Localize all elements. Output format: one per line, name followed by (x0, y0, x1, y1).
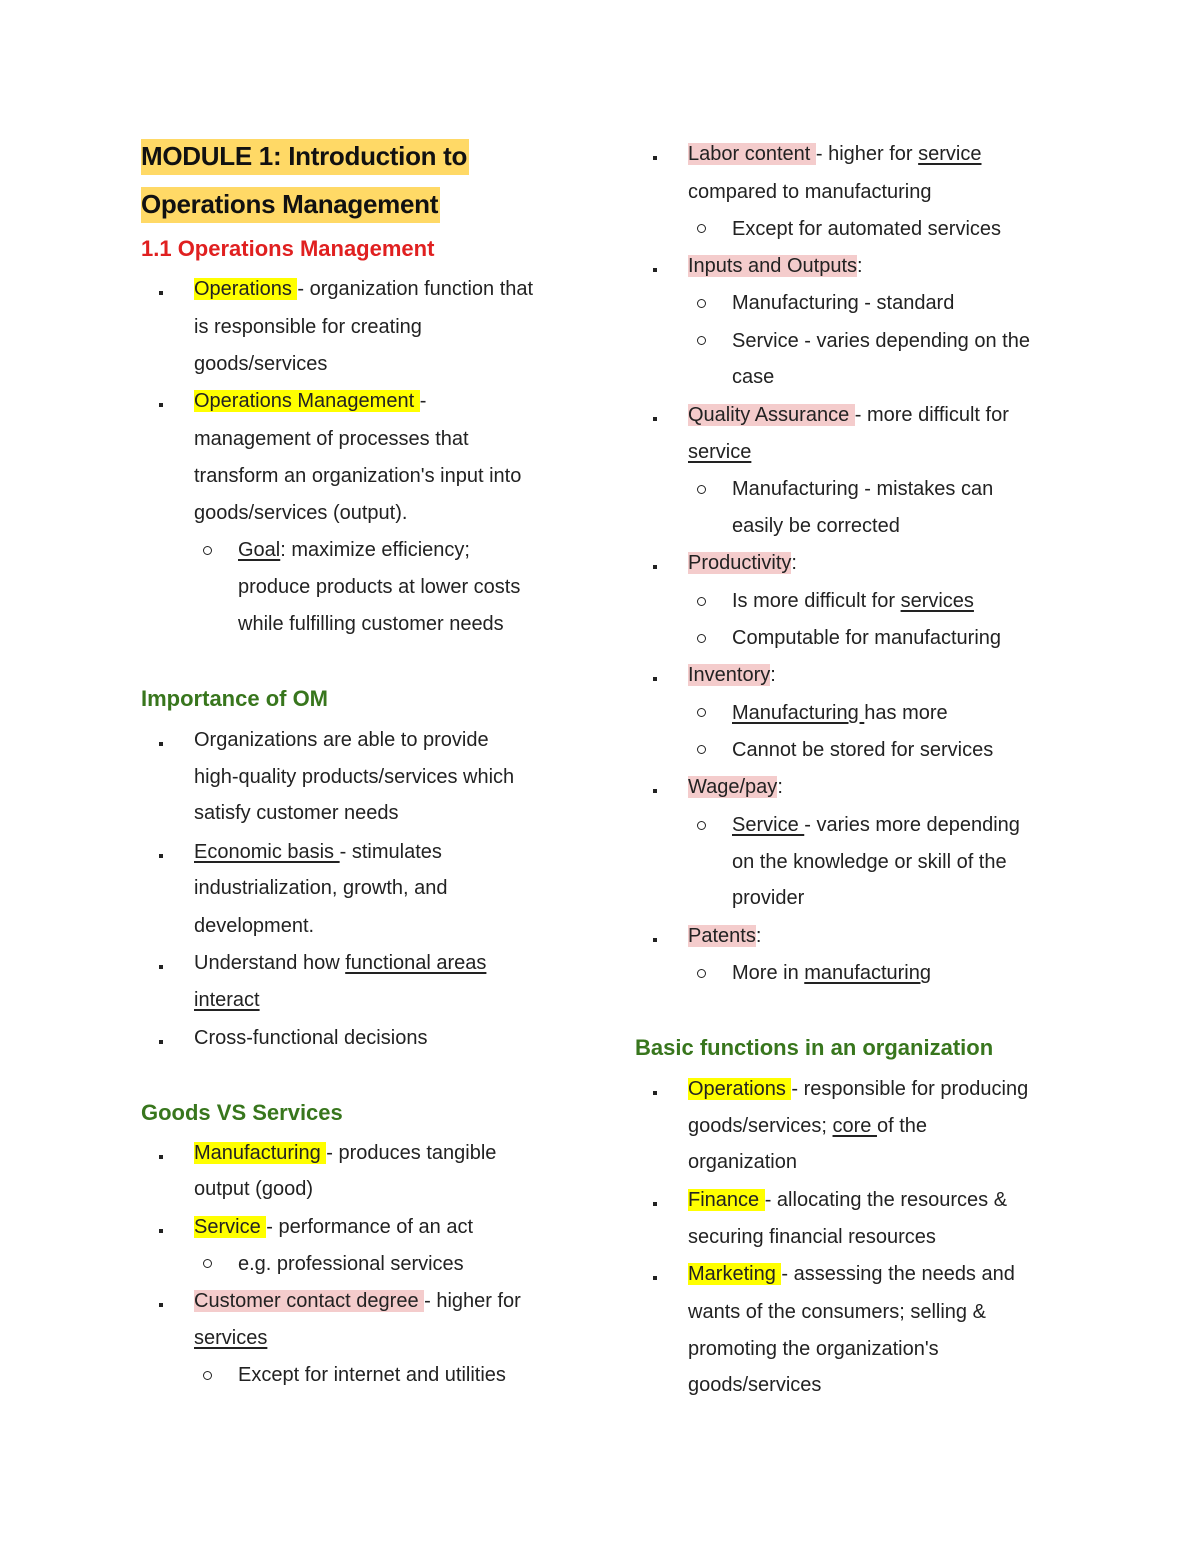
sub-item-computable: Computable for manufacturing (732, 627, 1002, 649)
list-item-patents: Patents: (688, 925, 762, 947)
bullet-icon (159, 291, 163, 295)
sub-item-difficult: Is more difficult for services (732, 590, 974, 612)
bullet-icon (159, 854, 163, 858)
bullet-icon (653, 268, 657, 272)
sub-item-has-more: Manufacturing has more (732, 702, 948, 724)
sub-bullet-icon (697, 634, 706, 643)
bullet-icon (653, 789, 657, 793)
list-item-text: goods/services (688, 1374, 822, 1396)
bullet-icon (653, 1202, 657, 1206)
bullet-icon (159, 1229, 163, 1233)
list-item-text: on the knowledge or skill of the (732, 851, 1007, 873)
list-item-text: easily be corrected (732, 515, 900, 537)
list-item-text: management of processes that (194, 428, 469, 450)
list-item-text: industrialization, growth, and (194, 877, 448, 899)
list-item-text: goods/services (output). (194, 502, 408, 524)
bullet-icon (653, 1091, 657, 1095)
list-item-manufacturing: Manufacturing - produces tangible (194, 1142, 497, 1164)
section-heading-goods-vs-services: Goods VS Services (141, 1100, 343, 1125)
list-item-operations-management: Operations Management - (194, 390, 427, 412)
sub-item-automated: Except for automated services (732, 218, 1002, 240)
sub-bullet-icon (697, 224, 706, 233)
list-item-functional-areas: Understand how functional areas (194, 952, 487, 974)
list-item-operations: Operations - organization function that (194, 278, 534, 300)
bullet-icon (653, 1276, 657, 1280)
bullet-icon (159, 1040, 163, 1044)
bullet-icon (653, 417, 657, 421)
section-heading-importance: Importance of OM (141, 686, 329, 711)
list-item-text: goods/services (194, 353, 328, 375)
list-item-text: goods/services; core of the (688, 1115, 928, 1137)
bullet-icon (159, 965, 163, 969)
sub-bullet-icon (203, 1259, 212, 1268)
module-title: MODULE 1: Introduction to (141, 138, 469, 174)
bullet-icon (653, 565, 657, 569)
sub-item-manufacturing-standard: Manufacturing - standard (732, 292, 955, 314)
list-item-text: satisfy customer needs (194, 802, 399, 824)
sub-bullet-icon (697, 821, 706, 830)
sub-bullet-icon (697, 336, 706, 345)
list-item-text: while fulfilling customer needs (238, 613, 504, 635)
sub-item-mistakes: Manufacturing - mistakes can (732, 478, 994, 500)
module-title-line2: Operations Management (141, 186, 440, 222)
bullet-icon (159, 742, 163, 746)
bullet-icon (653, 677, 657, 681)
list-item-text: service (688, 441, 752, 463)
list-item-text: development. (194, 915, 315, 937)
bullet-icon (653, 938, 657, 942)
sub-bullet-icon (203, 1371, 212, 1380)
list-item-labor-content: Labor content - higher for service (688, 143, 982, 165)
list-item-text: organization (688, 1151, 797, 1173)
list-item-productivity: Productivity: (688, 552, 797, 574)
list-item-quality-assurance: Quality Assurance - more difficult for (688, 404, 1009, 426)
list-item-text: interact (194, 989, 260, 1011)
list-item-provide: Organizations are able to provide (194, 729, 489, 751)
list-item-text: services (194, 1327, 268, 1349)
bullet-icon (653, 156, 657, 160)
list-item-finance: Finance - allocating the resources & (688, 1189, 1008, 1211)
sub-item-internet-utilities: Except for internet and utilities (238, 1364, 506, 1386)
list-item-wage: Wage/pay: (688, 776, 783, 798)
sub-bullet-icon (697, 597, 706, 606)
list-item-customer-contact: Customer contact degree - higher for (194, 1290, 521, 1312)
list-item-text: promoting the organization's (688, 1338, 939, 1360)
list-item-text: transform an organization's input into (194, 465, 522, 487)
list-item-economic-basis: Economic basis - stimulates (194, 841, 442, 863)
sub-bullet-icon (697, 745, 706, 754)
bullet-icon (159, 1303, 163, 1307)
sub-item-professional-services: e.g. professional services (238, 1253, 464, 1275)
list-item-marketing: Marketing - assessing the needs and (688, 1263, 1015, 1285)
list-item-text: output (good) (194, 1178, 313, 1200)
sub-bullet-icon (697, 299, 706, 308)
sub-item-more-in-manufacturing: More in manufacturing (732, 962, 931, 984)
bullet-icon (159, 403, 163, 407)
list-item-operations-function: Operations - responsible for producing (688, 1078, 1029, 1100)
bullet-icon (159, 1155, 163, 1159)
list-item-text: compared to manufacturing (688, 181, 932, 203)
sub-item-service-varies-more: Service - varies more depending (732, 814, 1020, 836)
section-heading-operations-management: 1.1 Operations Management (141, 236, 435, 261)
list-item-inputs-outputs: Inputs and Outputs: (688, 255, 863, 277)
list-item-text: wants of the consumers; selling & (688, 1301, 986, 1323)
list-item-inventory: Inventory: (688, 664, 776, 686)
sub-item-goal: Goal: maximize efficiency; (238, 539, 470, 561)
sub-bullet-icon (697, 485, 706, 494)
list-item-text: high-quality products/services which (194, 766, 515, 788)
sub-bullet-icon (203, 546, 212, 555)
sub-item-cannot-store: Cannot be stored for services (732, 739, 994, 761)
sub-item-service-varies: Service - varies depending on the (732, 330, 1030, 352)
sub-bullet-icon (697, 969, 706, 978)
list-item-text: is responsible for creating (194, 316, 422, 338)
list-item-text: securing financial resources (688, 1226, 936, 1248)
list-item-text: produce products at lower costs (238, 576, 521, 598)
list-item-cross-functional: Cross-functional decisions (194, 1027, 428, 1049)
section-heading-basic-functions: Basic functions in an organization (635, 1035, 994, 1060)
sub-bullet-icon (697, 708, 706, 717)
list-item-text: case (732, 366, 775, 388)
list-item-service: Service - performance of an act (194, 1216, 474, 1238)
list-item-text: provider (732, 887, 805, 909)
